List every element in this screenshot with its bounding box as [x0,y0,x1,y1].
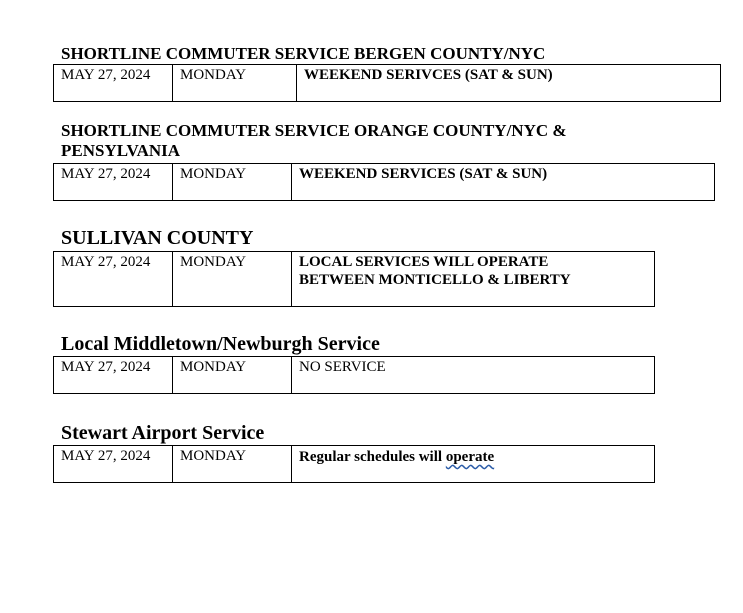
date-cell: MAY 27, 2024 [54,357,173,394]
schedule-table-bergen [53,64,721,102]
table-row [54,252,655,307]
service-note-cell: LOCAL SERVICES WILL OPERATE BETWEEN MONTICELLO & LIBERTY [292,252,655,307]
service-note-cell: NO SERVICE [292,357,655,394]
service-note-cell: WEEKEND SERIVCES (SAT & SUN) [297,65,721,102]
day-cell: MONDAY [173,164,292,201]
spellcheck-flagged-word[interactable]: operate [445,449,495,465]
day-cell: MONDAY [173,357,292,394]
table-row [54,357,655,394]
table-row [54,164,715,201]
schedule-table-stewart-airport [53,445,655,483]
section-heading-bergen: SHORTLINE COMMUTER SERVICE BERGEN COUNTY/NYC [61,44,546,63]
section-heading-orange: SHORTLINE COMMUTER SERVICE ORANGE COUNTY/NYC & PENSYLVANIA [61,121,567,160]
section-heading-stewart-airport: Stewart Airport Service [61,422,265,444]
table-row [54,65,721,102]
date-cell: MAY 27, 2024 [54,65,173,102]
day-cell: MONDAY [173,65,297,102]
date-cell: MAY 27, 2024 [54,252,173,307]
table-row [54,446,655,483]
service-note-cell: WEEKEND SERVICES (SAT & SUN) [292,164,715,201]
day-cell: MONDAY [173,446,292,483]
service-note-cell [292,446,655,483]
schedule-table-middletown-newburgh [53,356,655,394]
section-heading-middletown-newburgh: Local Middletown/Newburgh Service [61,333,380,355]
day-cell: MONDAY [173,252,292,307]
schedule-table-sullivan [53,251,655,307]
service-note-text: Regular schedules will [299,449,446,465]
schedule-table-orange [53,163,715,201]
date-cell: MAY 27, 2024 [54,446,173,483]
section-heading-sullivan: SULLIVAN COUNTY [61,227,254,249]
date-cell: MAY 27, 2024 [54,164,173,201]
